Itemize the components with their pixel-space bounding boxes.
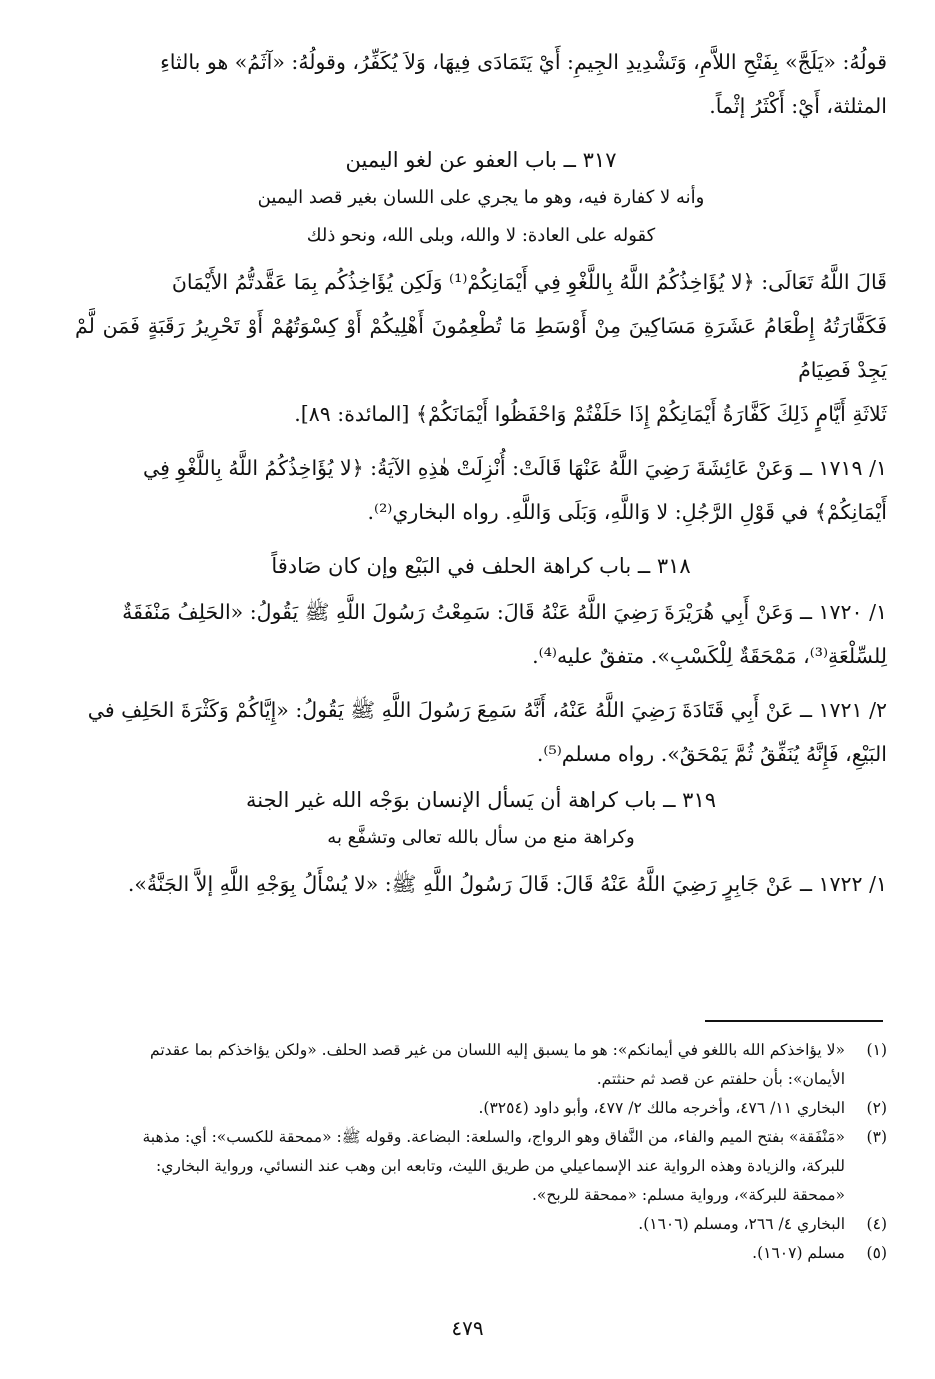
footnote-4 xyxy=(75,1210,887,1239)
hadith-1720-line-1: ١/ ١٧٢٠ ــ وَعَنْ أَبِي هُرَيْرَةَ رَضِيَ اللَّهُ عَنْهُ قَالَ: سَمِعْتُ رَسُولَ اللَّهِ ﷺ يَقُولُ: «الحَلِفُ مَنْفَقَةٌ xyxy=(122,600,887,624)
chapter-317-subtitle-2: كقوله على العادة: لا والله، وبلى الله، ونحو ذلك xyxy=(306,225,656,246)
footnote-number: (٢) xyxy=(866,1099,887,1117)
chapter-317-subtitle-1: وأنه لا كفارة فيه، وهو ما يجري على اللسان بغير قصد اليمين xyxy=(257,187,705,208)
page-body xyxy=(75,40,887,906)
hadith-1719-line-2: أَيْمَانِكُمْ﴾ في قَوْلِ الرَّجُلِ: لا وَاللَّهِ، وَبَلَى وَاللَّهِ. رواه البخاري⁽²⁾. xyxy=(367,500,887,524)
intro-line-2: المثلثة، أَيْ: أَكْثَرُ إثْماً. xyxy=(709,94,887,118)
hadith-1719 xyxy=(75,446,887,534)
footnote-line: الأيمان»: بأن حلفتم عن قصد ثم حنثتم. xyxy=(596,1070,845,1088)
footnote-text xyxy=(75,1239,845,1268)
hadith-1720 xyxy=(75,590,887,678)
footnote-number: (١) xyxy=(866,1041,887,1059)
footnote-divider xyxy=(705,1020,883,1022)
footnote-text xyxy=(75,1210,845,1239)
chapter-319-title: ٣١٩ ــ باب كراهة أن يَسأل الإنسان بوَجْه الله غير الجنة xyxy=(245,788,717,812)
verse-line-1: قَالَ اللَّهُ تَعَالَى: ﴿لا يُؤَاخِذُكُمُ اللَّهُ بِاللَّغْوِ فِي أَيْمَانِكُمْ⁽¹⁾ وَلَكِن يُؤَاخِذُكُم بِمَا عَقَّدتُّمُ الأَيْمَانَ xyxy=(171,270,887,294)
hadith-1719-line-1: ١/ ١٧١٩ ــ وَعَنْ عَائِشَةَ رَضِيَ اللَّهُ عَنْهَا قَالَتْ: أُنْزِلَتْ هٰذِهِ الآيَةُ: ﴿لا يُؤَاخِذُكُمُ اللَّهُ بِاللَّغْوِ فِي xyxy=(143,456,887,480)
intro-line-1: قولُهُ: «يَلَجَّ» بِفَتْحِ اللاَّمِ، وَتَشْدِيدِ الجِيمِ: أَيْ يَتَمَادَى فِيهَا، وَلاَ يُكَفِّرُ، وقولُهُ: «آثَمُ» هو بالثاءِ xyxy=(160,50,887,74)
footnote-line: «مَنْفَقة» بفتح الميم والفاء، من النَّفاق وهو الرواج، والسلعة: البضاعة. وقوله ﷺ: «ممحقة للكسب»: أي: مذهبة xyxy=(142,1128,845,1146)
hadith-1721 xyxy=(75,688,887,776)
page-number: ٤٧٩ xyxy=(451,1316,484,1340)
footnote-line: «لا يؤاخذكم الله باللغو في أيمانكم»: هو ما يسبق إليه اللسان من غير قصد الحلف. «ولكن يؤاخذكم بما عقدتم xyxy=(150,1041,845,1059)
footnote-5 xyxy=(75,1239,887,1268)
hadith-1721-line-1: ٢/ ١٧٢١ ــ عَنْ أَبِي قَتَادَةَ رَضِيَ اللَّهُ عَنْهُ، أَنَّهُ سَمِعَ رَسُولَ اللَّهِ ﷺ يَقُولُ: «إِيَّاكُمْ وَكَثْرَةَ الحَلِفِ في xyxy=(87,698,887,722)
footnote-3 xyxy=(75,1123,887,1210)
chapter-317-title: ٣١٧ ــ باب العفو عن لغو اليمين xyxy=(345,148,617,172)
quran-verse-paragraph xyxy=(75,260,887,436)
footnote-text xyxy=(75,1094,845,1123)
hadith-1720-line-2: لِلسِّلْعَةِ⁽³⁾، مَمْحَقَةٌ لِلْكَسْبِ». متفقٌ عليه⁽⁴⁾. xyxy=(532,644,887,668)
footnote-text xyxy=(75,1123,845,1210)
footnote-1 xyxy=(75,1036,887,1094)
footnote-2 xyxy=(75,1094,887,1123)
hadith-1721-line-2: البَيْعِ، فَإِنَّهُ يُنَفِّقُ ثُمَّ يَمْحَقُ». رواه مسلم⁽⁵⁾. xyxy=(536,742,887,766)
footnote-number: (٥) xyxy=(866,1244,887,1262)
footnote-line: «ممحقة للبركة»، ورواية مسلم: «ممحقة للربح». xyxy=(531,1186,845,1204)
footnote-number: (٤) xyxy=(866,1215,887,1233)
footnote-line: البخاري ١١/ ٤٧٦، وأخرجه مالك ٢/ ٤٧٧، وأبو داود (٣٢٥٤). xyxy=(478,1099,845,1117)
footnote-number: (٣) xyxy=(866,1128,887,1146)
chapter-319-subtitle: وكراهة منع من سأل بالله تعالى وتشفَّع به xyxy=(327,827,635,848)
chapter-318-title: ٣١٨ ــ باب كراهة الحلف في البَيْع وإن كان صَادقاً xyxy=(271,554,691,578)
footnotes-section xyxy=(75,1036,887,1268)
footnote-line: مسلم (١٦٠٧). xyxy=(752,1244,845,1262)
intro-paragraph xyxy=(75,40,887,128)
verse-line-3: ثَلاثَةِ أَيَّامٍ ذَلِكَ كَفَّارَةُ أَيْمَانِكُمْ إِذَا حَلَفْتُمْ وَاحْفَظُوا أَيْمَانَكُمْ﴾ [المائدة: ٨٩]. xyxy=(294,402,887,426)
footnote-line: للبركة، والزيادة وهذه الرواية عند الإسماعيلي من طريق الليث، وتابعه ابن وهب عند النسائي، ورواية البخاري: xyxy=(155,1157,845,1175)
verse-line-2: فَكَفَّارَتُهُ إِطْعَامُ عَشَرَةِ مَسَاكِينَ مِنْ أَوْسَطِ مَا تُطْعِمُونَ أَهْلِيكُمْ أَوْ كِسْوَتُهُمْ أَوْ تَحْرِيرُ رَقَبَةٍ فَمَن لَّمْ يَجِدْ فَصِيَامُ xyxy=(75,314,887,382)
footnote-line: البخاري ٤/ ٢٦٦، ومسلم (١٦٠٦). xyxy=(638,1215,845,1233)
hadith-1722: ١/ ١٧٢٢ ــ عَنْ جَابِرٍ رَضِيَ اللَّهُ عَنْهُ قَالَ: قَالَ رَسُولُ اللَّهِ ﷺ: «لا يُسْأَلُ بِوَجْهِ اللَّهِ إلاَّ الجَنَّةُ». xyxy=(127,872,887,896)
footnote-text xyxy=(75,1036,845,1094)
